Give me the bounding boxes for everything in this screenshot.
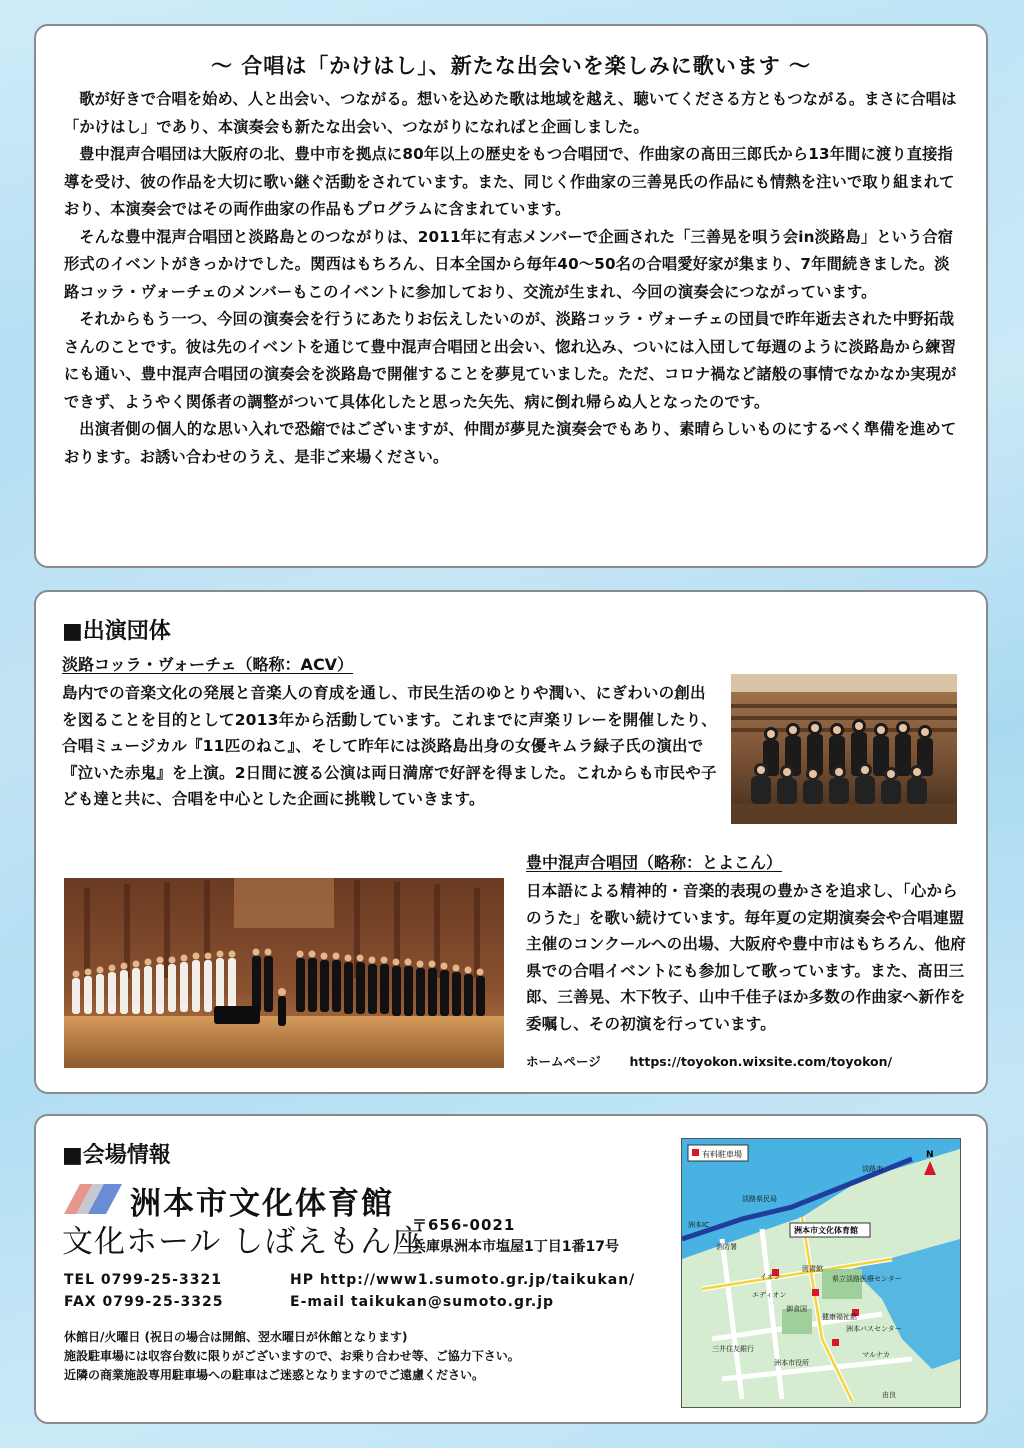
group1-name: 淡路コッラ・ヴォーチェ（略称：ACV） xyxy=(62,655,354,674)
venue-heading: ■会場情報 xyxy=(62,1143,171,1168)
map-label-venue: 洲本市文化体育館 xyxy=(794,1226,858,1235)
intro-text xyxy=(64,86,958,471)
map-label-goten: 御食国 xyxy=(786,1305,807,1313)
venue-map xyxy=(681,1138,961,1408)
venue-notes xyxy=(64,1328,520,1385)
map-label-west: 洲本IC xyxy=(688,1221,709,1229)
toyokon-concert-photo xyxy=(64,878,504,1068)
note-line: 施設駐車場には収容台数に限りがございますので、お乗り合わせ等、ご協力下さい。 xyxy=(64,1349,520,1363)
map-legend: 有料駐車場 xyxy=(702,1150,742,1159)
email-address[interactable]: E-mail taikukan@sumoto.gr.jp xyxy=(290,1294,555,1310)
postal-code: 〒656-0021 xyxy=(412,1216,516,1234)
performers-heading: ■出演団体 xyxy=(62,619,171,644)
hall-name: 文化ホール しばえもん座 xyxy=(62,1224,425,1260)
map-label-aeon: イオン xyxy=(760,1273,781,1281)
tel-number[interactable]: TEL 0799-25-3321 xyxy=(64,1272,222,1288)
note-line: 休館日/火曜日 (祝日の場合は開館、翌水曜日が休館となります) xyxy=(64,1330,408,1344)
map-label-kenko: 健康福祉館 xyxy=(822,1313,857,1321)
map-label-cityhall: 洲本市役所 xyxy=(774,1359,809,1367)
note-line: 近隣の商業施設専用駐車場への駐車はご迷惑となりますのでご遠慮ください。 xyxy=(64,1368,485,1382)
intro-paragraph: そんな豊中混声合唱団と淡路島とのつながりは、2011年に有志メンバーで企画された「三善晃を唄う会in淡路島」という合宿形式のイベントがきっかけでした。関西はもちろん、日本全国から毎年40～50名の合唱愛好家が集まり、7年間続きました。淡路コッラ・ヴォーチェのメンバーもこのイベントに参加しており、交流が生まれ、今回の演奏会につながっています。 xyxy=(64,227,954,301)
map-label-library: 図書館 xyxy=(802,1265,823,1273)
map-label-north: 淡路市 xyxy=(862,1165,883,1173)
map-label-south: 由良 xyxy=(882,1391,896,1399)
fax-number: FAX 0799-25-3325 xyxy=(64,1294,224,1310)
group2-name: 豊中混声合唱団（略称：とよこん） xyxy=(526,853,783,872)
venue-name: 洲本市文化体育館 xyxy=(130,1186,394,1222)
intro-title: ～ 合唱は「かけはし」、新たな出会いを楽しみに歌います ～ xyxy=(210,54,812,78)
intro-panel xyxy=(34,24,988,568)
intro-paragraph: 出演者側の個人的な思い入れで恐縮ではございますが、仲間が夢見た演奏会でもあり、素晴らしいものにするべく準備を進めております。お誘い合わせのうえ、是非ご来場ください。 xyxy=(64,420,957,466)
homepage-url-venue[interactable]: HP http://www1.sumoto.gr.jp/taikukan/ xyxy=(290,1272,636,1288)
homepage-url[interactable]: https://toyokon.wixsite.com/toyokon/ xyxy=(629,1054,893,1069)
group1-body: 島内での音楽文化の発展と音楽人の育成を通し、市民生活のゆとりや潤い、にぎわいの創出を図ることを目的として2013年から活動しています。これまでに声楽リレーを開催したり、合唱ミュージカル『11匹のねこ』、そして昨年には淡路島出身の女優キムラ緑子氏の演出で『泣いた赤鬼』を上演。2日間に渡る公演は両日満席で好評を得ました。これからも市民や子ども達と共に、合唱を中心とした企画に挑戦していきます。 xyxy=(62,684,718,808)
performers-panel xyxy=(34,590,988,1094)
map-label-maruna: マルナカ xyxy=(862,1351,890,1359)
map-label-fire: 消防署 xyxy=(716,1243,737,1251)
map-label-kaikan: 淡路県民局 xyxy=(742,1195,777,1203)
map-label-bank: 三井住友銀行 xyxy=(712,1345,754,1353)
venue-panel xyxy=(34,1114,988,1424)
venue-logo-mark xyxy=(62,1180,126,1218)
homepage-link[interactable] xyxy=(526,1052,892,1070)
intro-paragraph: 歌が好きで合唱を始め、人と出会い、つながる。想いを込めた歌は地域を越え、聴いてくださる方ともつながる。まさに合唱は「かけはし」であり、本演奏会も新たな出会い、つながりになればと企画しました。 xyxy=(64,90,957,136)
map-label-hospital: 県立淡路医療センター xyxy=(832,1275,902,1283)
homepage-label: ホームページ xyxy=(526,1054,601,1069)
compass-north: N xyxy=(926,1150,934,1160)
map-label-eddie: エディオン xyxy=(752,1291,787,1299)
group2-body: 日本語による精神的・音楽的表現の豊かさを追求し、「心からのうた」を歌い続けています。毎年夏の定期演奏会や合唱連盟主催のコンクールへの出場、大阪府や豊中市はもちろん、他府県での合唱イベントにも参加して歌っています。また、髙田三郎、三善晃、木下牧子、山中千佳子ほか多数の作曲家へ新作を委嘱し、その初演を行っています。 xyxy=(526,882,966,1033)
intro-paragraph: 豊中混声合唱団は大阪府の北、豊中市を拠点に80年以上の歴史をもつ合唱団で、作曲家の髙田三郎氏から13年間に渡り直接指導を受け、彼の作品を大切に歌い継ぐ活動をされています。また、同じく作曲家の三善晃氏の作品にも情熱を注いで取り組まれており、本演奏会ではその両作曲家の作品もプログラムに含まれています。 xyxy=(64,145,955,218)
map-label-bus: 洲本バスセンター xyxy=(846,1325,902,1333)
venue-address: 兵庫県洲本市塩屋1丁目1番17号 xyxy=(412,1239,619,1255)
acv-group-photo xyxy=(731,674,957,824)
intro-paragraph: それからもう一つ、今回の演奏会を行うにあたりお伝えしたいのが、淡路コッラ・ヴォーチェの団員で昨年逝去された中野拓哉さんのことです。彼は先のイベントを通じて豊中混声合唱団と出会い、惚れ込み、ついには入団して毎週のように淡路島から練習にも通い、豊中混声合唱団の演奏会を淡路島で開催することを夢見ていました。ただ、コロナ禍など諸般の事情でなかなか実現ができず、ようやく関係者の調整がついて具体化したと思った矢先、病に倒れ帰らぬ人となったのです。 xyxy=(64,310,957,411)
